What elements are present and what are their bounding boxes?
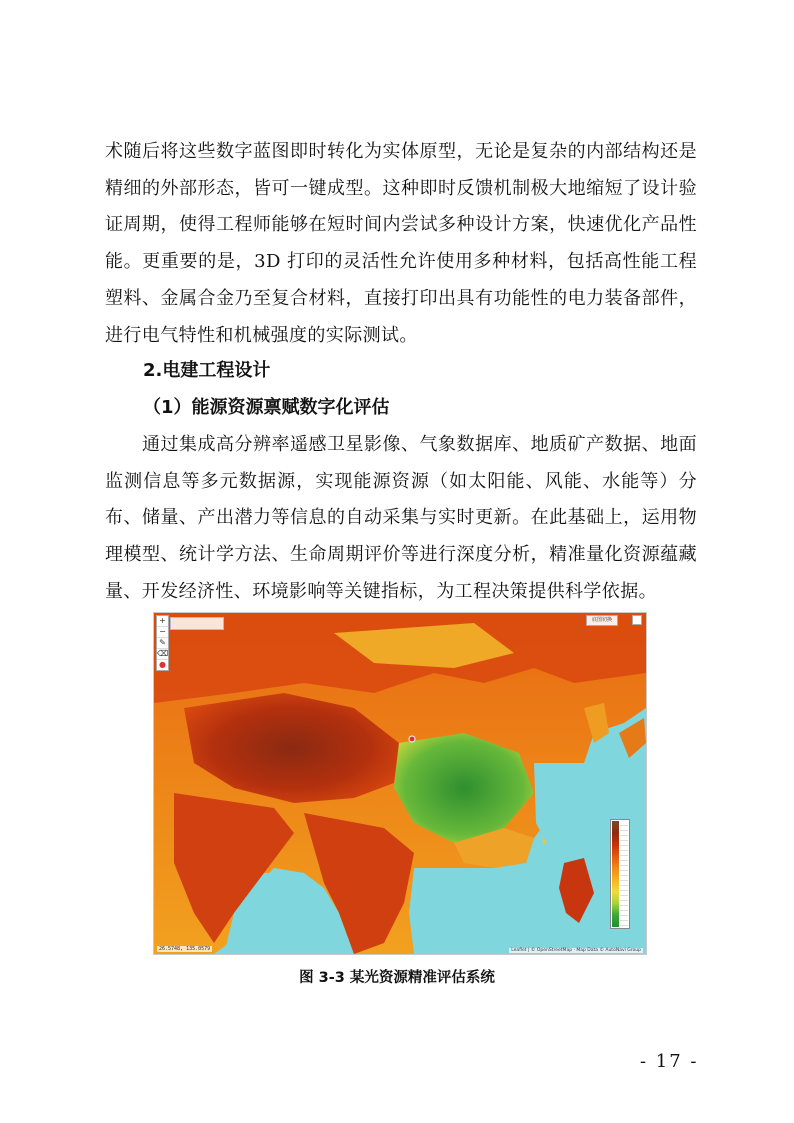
basemap-switch-button[interactable]: 底图切换 [586, 615, 618, 626]
erase-icon[interactable]: ⌫ [157, 649, 169, 658]
body-paragraph-intro: 术随后将这些数字蓝图即时转化为实体原型，无论是复杂的内部结构还是精细的外部形态，皆可一键成型。这种即时反馈机制极大地缩短了设计验证周期，使得工程师能够在短时间内尝试多种设计方案，快速优化产品性能。更重要的是，3D 打印的灵活性允许使用多种材料，包括高性能工程塑料、金属合金乃至复合材料，直接打印出具有功能性的电力装备部件，进行电气特性和机械强度的实际测试。 [105, 141, 697, 346]
philippines-zone [559, 858, 594, 923]
south-china-sea [409, 863, 546, 954]
map-canvas[interactable] [154, 613, 646, 954]
page-number: - 17 - [640, 1051, 699, 1072]
body-paragraph-energy-assessment: 通过集成高分辨率遥感卫星影像、气象数据库、地质矿产数据、地面监测信息等多元数据源，实现能源资源（如太阳能、风能、水能等）分布、储量、产出潜力等信息的自动采集与实时更新。在此基础上，运用物理模型、统计学方法、生命周期评价等进行深度分析，精准量化资源蕴藏量、开发经济性、环境影响等关键指标，为工程决策提供科学依据。 [105, 434, 697, 602]
map-attribution[interactable]: Leaflet | © OpenStreetMap · Map Data © AutoNavi Group [511, 948, 641, 953]
zoom-in-button[interactable]: + [157, 616, 168, 627]
zoom-out-button[interactable]: − [157, 627, 168, 638]
map-tool-strip [156, 615, 169, 671]
location-pin-icon[interactable]: ● [159, 660, 166, 669]
location-marker [409, 736, 415, 742]
map-search-input[interactable] [170, 617, 224, 630]
subsection-heading: （1）能源资源禀赋数字化评估 [143, 397, 390, 418]
solar-resource-map[interactable] [153, 612, 647, 955]
legend-tick-labels [620, 821, 628, 927]
coordinate-readout: 26.5748, 135.0579 [159, 946, 211, 952]
japan-zone [619, 718, 646, 758]
legend-color-ramp [612, 821, 619, 927]
draw-line-icon[interactable]: ✎ [157, 638, 168, 649]
section-heading: 2.电建工程设计 [143, 360, 271, 381]
irradiance-legend [610, 819, 630, 929]
fullscreen-icon[interactable] [632, 615, 642, 625]
figure-caption: 图 3-3 某光资源精准评估系统 [299, 970, 495, 986]
